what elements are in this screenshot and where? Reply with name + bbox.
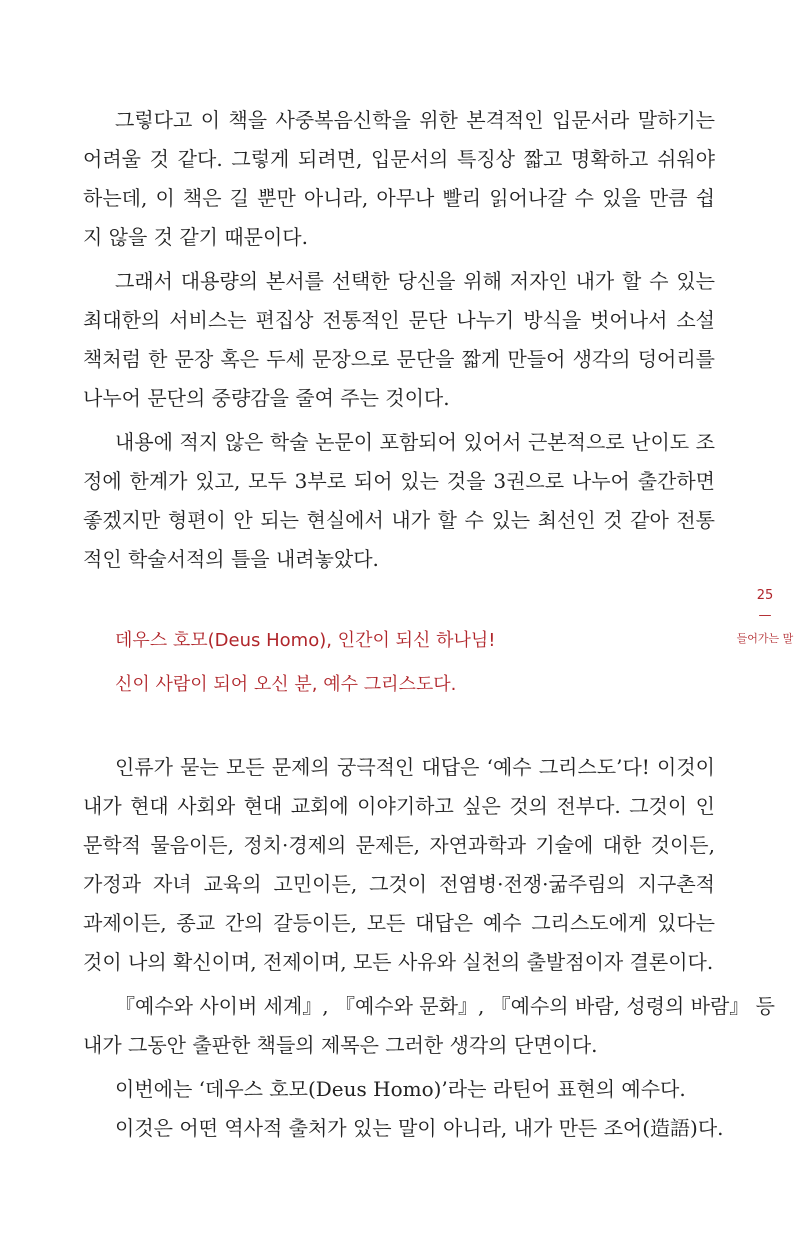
text-line: 책처럼 한 문장 혹은 두세 문장으로 문단을 짧게 만들어 생각의 덩어리를 bbox=[83, 347, 715, 371]
text-line: 내가 현대 사회와 현대 교회에 이야기하고 싶은 것의 전부다. 그것이 인 bbox=[83, 794, 715, 818]
page-number: 25 bbox=[756, 588, 774, 603]
running-section-title: 들어가는 말 bbox=[736, 632, 794, 645]
section-heading-line-1: 데우스 호모(Deus Homo), 인간이 되신 하나님! bbox=[115, 630, 496, 651]
text-line: 어려울 것 같다. 그렇게 되려면, 입문서의 특징상 짧고 명확하고 쉬워야 bbox=[83, 147, 715, 171]
text-line: 문학적 물음이든, 정치·경제의 문제든, 자연과학과 기술에 대한 것이든, bbox=[83, 833, 715, 857]
text-line: 과제이든, 종교 간의 갈등이든, 모든 대답은 예수 그리스도에게 있다는 bbox=[83, 911, 715, 935]
text-line: 그래서 대용량의 본서를 선택한 당신을 위해 저자인 내가 할 수 있는 bbox=[115, 269, 715, 293]
text-line: 최대한의 서비스는 편집상 전통적인 문단 나누기 방식을 벗어나서 소설 bbox=[83, 308, 715, 332]
text-line: 『예수와 사이버 세계』, 『예수와 문화』, 『예수의 바람, 성령의 바람』 등 bbox=[115, 994, 775, 1018]
text-line: 하는데, 이 책은 길 뿐만 아니라, 아무나 빨리 읽어나갈 수 있을 만큼 쉽 bbox=[83, 186, 715, 210]
text-line: 정에 한계가 있고, 모두 3부로 되어 있는 것을 3권으로 나누어 출간하면 bbox=[83, 469, 715, 493]
text-line: 인류가 묻는 모든 문제의 궁극적인 대답은 ‘예수 그리스도’다! 이것이 bbox=[115, 755, 715, 779]
text-line: 지 않을 것 같기 때문이다. bbox=[83, 225, 308, 249]
text-line: 가정과 자녀 교육의 고민이든, 그것이 전염병·전쟁·굶주림의 지구촌적 bbox=[83, 872, 715, 896]
page-number-dash: — bbox=[758, 608, 772, 623]
text-line: 이번에는 ‘데우스 호모(Deus Homo)’라는 라틴어 표현의 예수다. bbox=[115, 1077, 686, 1101]
text-line: 내가 그동안 출판한 책들의 제목은 그러한 생각의 단면이다. bbox=[83, 1033, 598, 1057]
section-heading-line-2: 신이 사람이 되어 오신 분, 예수 그리스도다. bbox=[115, 674, 457, 695]
text-line: 적인 학술서적의 틀을 내려놓았다. bbox=[83, 547, 379, 571]
text-line: 이것은 어떤 역사적 출처가 있는 말이 아니라, 내가 만든 조어(造語)다. bbox=[115, 1116, 724, 1140]
text-line: 좋겠지만 형편이 안 되는 현실에서 내가 할 수 있는 최선인 것 같아 전통 bbox=[83, 508, 715, 532]
text-line: 그렇다고 이 책을 사중복음신학을 위한 본격적인 입문서라 말하기는 bbox=[115, 108, 715, 132]
text-line: 나누어 문단의 중량감을 줄여 주는 것이다. bbox=[83, 386, 450, 410]
text-line: 내용에 적지 않은 학술 논문이 포함되어 있어서 근본적으로 난이도 조 bbox=[115, 430, 715, 454]
text-line: 것이 나의 확신이며, 전제이며, 모든 사유와 실천의 출발점이자 결론이다. bbox=[83, 950, 714, 974]
